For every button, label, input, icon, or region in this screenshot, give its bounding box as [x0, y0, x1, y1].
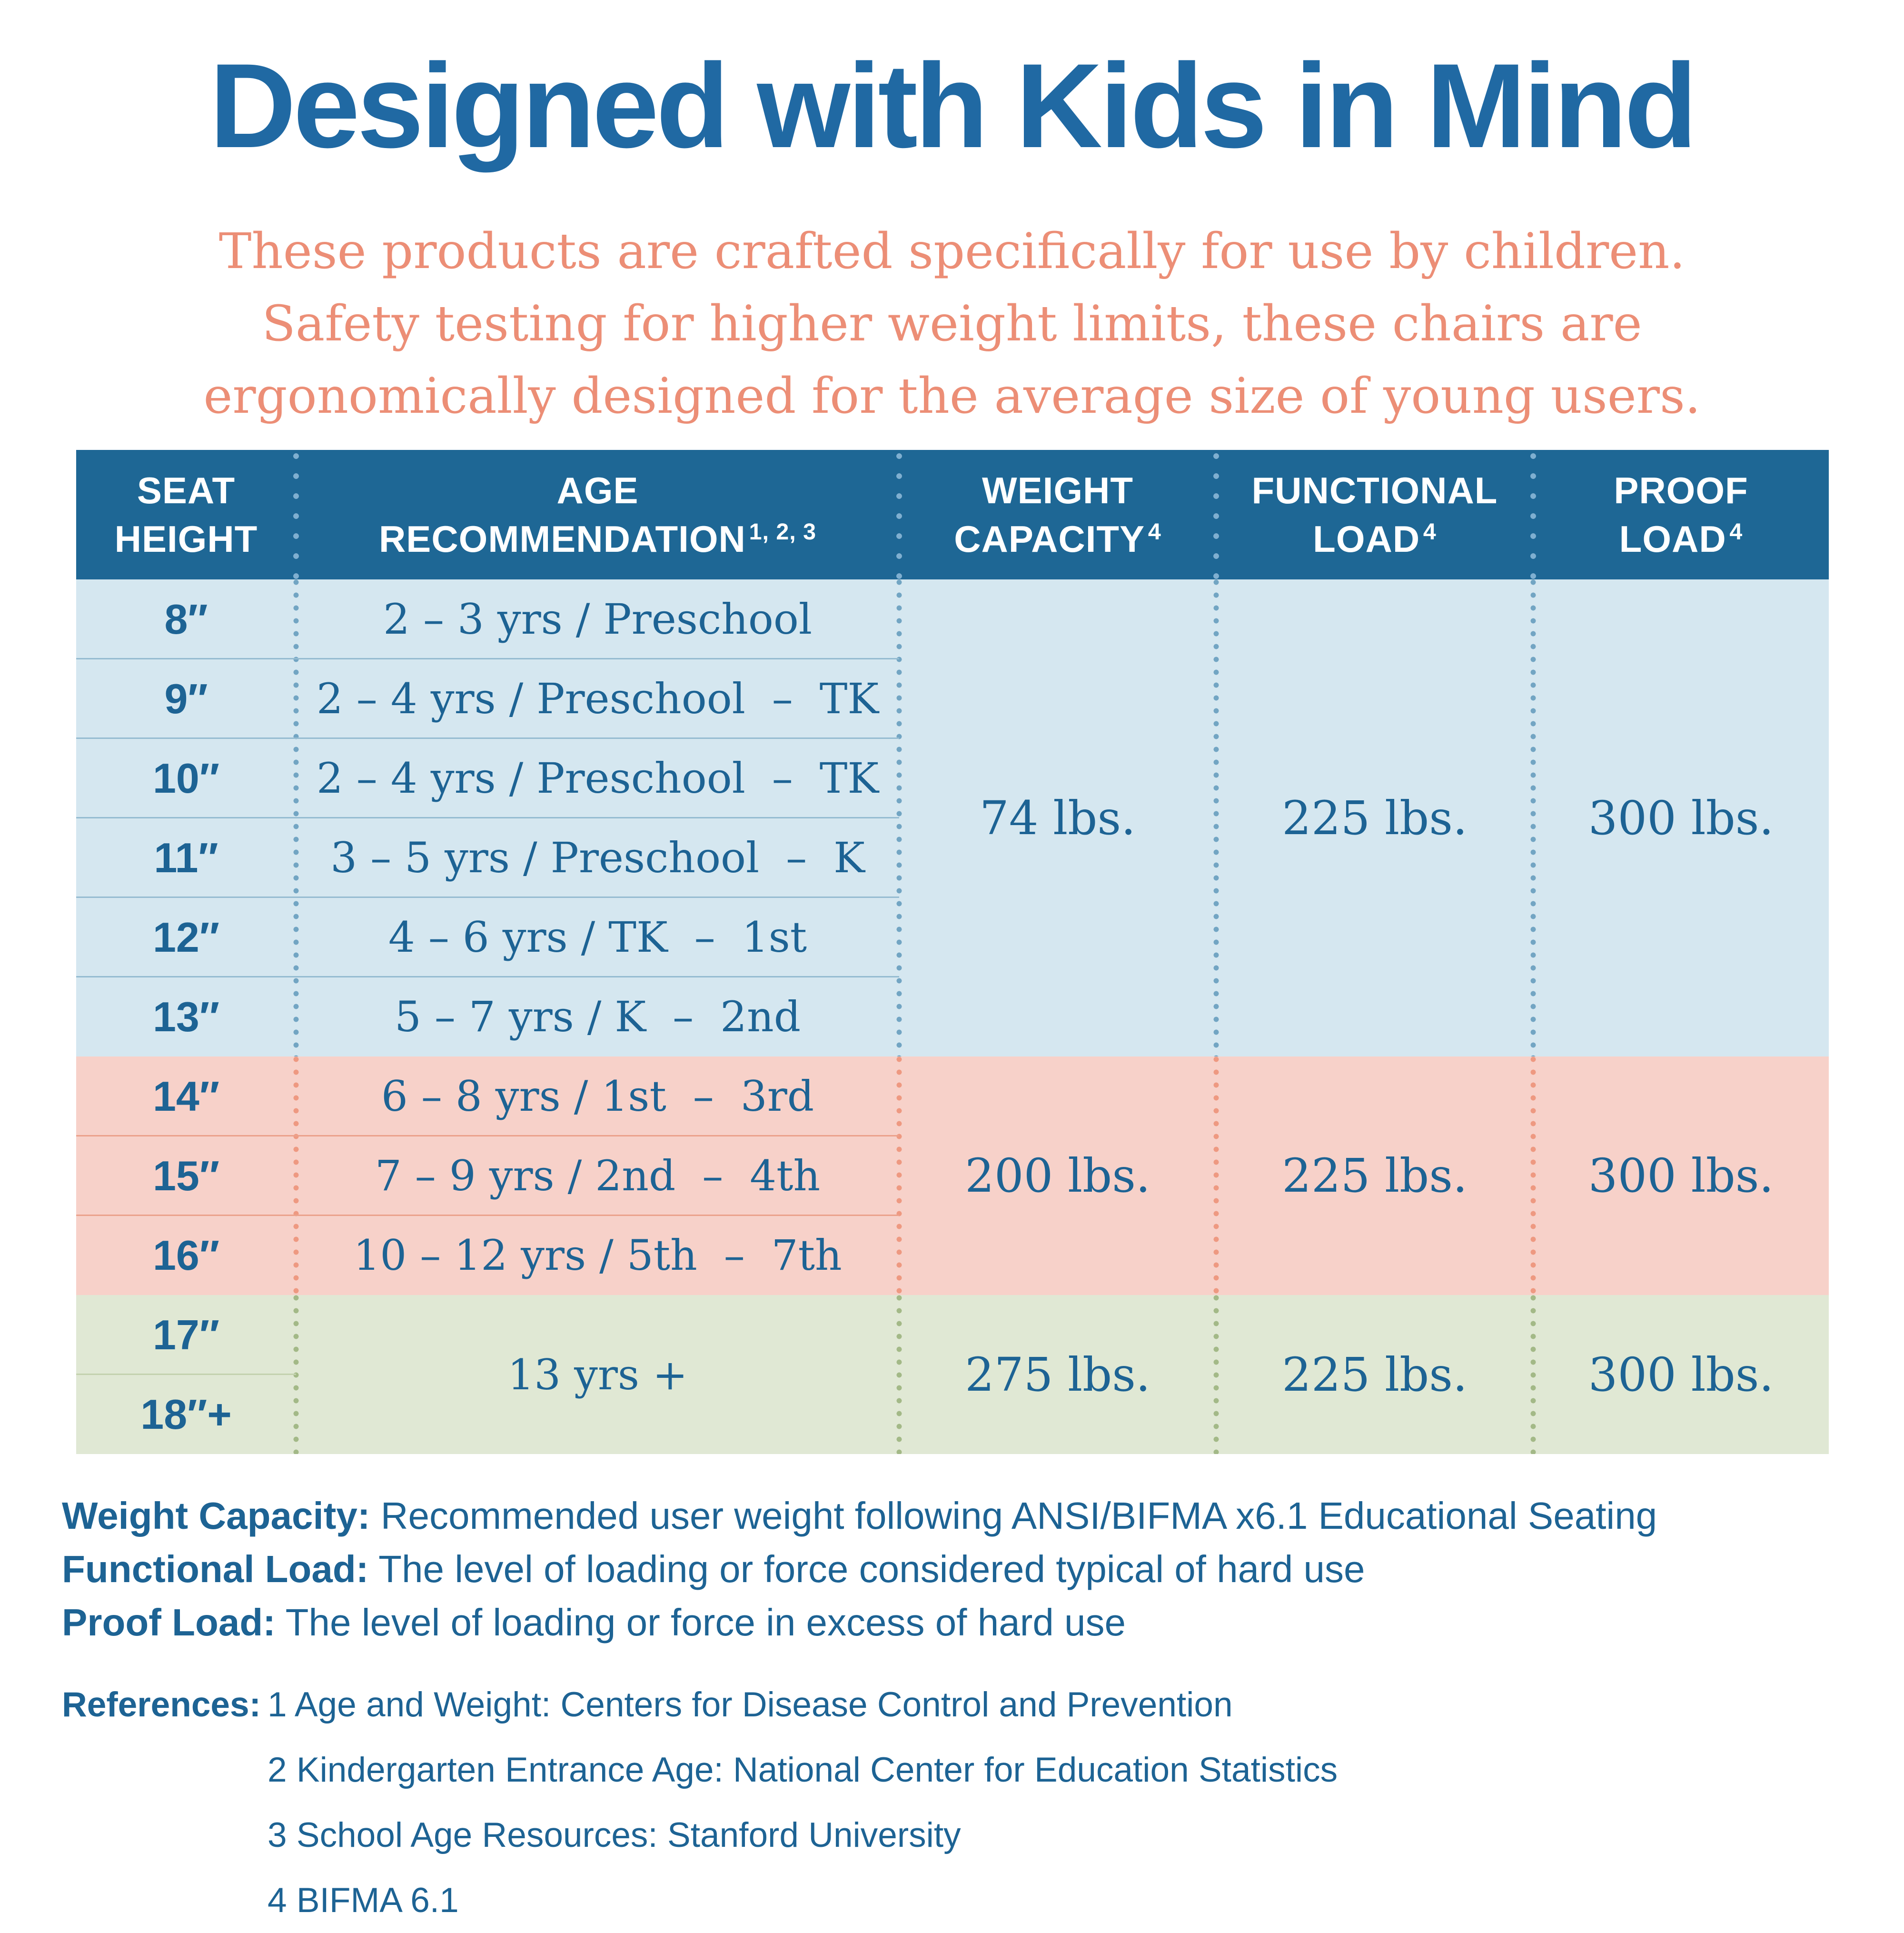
- footnote-marker: 4: [1423, 518, 1437, 545]
- seat-height-cell: 9″: [164, 675, 208, 722]
- header-line: LOAD: [1619, 518, 1726, 560]
- header-line: WEIGHT: [982, 469, 1133, 511]
- age-recommendation-cell: 2 – 3 yrs / Preschool: [383, 595, 812, 644]
- proof-load-value: 300 lbs.: [1588, 1347, 1774, 1402]
- header-cell-age-recommendation: [296, 450, 899, 579]
- references-list: [268, 1672, 1775, 1933]
- page-subtitle: [0, 215, 1904, 432]
- age-recommendation-cell: 3 – 5 yrs / Preschool – K: [330, 833, 865, 882]
- reference-item: 2 Kindergarten Entrance Age: National Center for Education Statistics: [268, 1751, 1338, 1789]
- seat-height-cell: 10″: [152, 754, 220, 802]
- weight-capacity-value: 275 lbs.: [965, 1347, 1150, 1402]
- header-line: LOAD: [1313, 518, 1420, 560]
- references-label: References:: [62, 1685, 261, 1724]
- header-line: FUNCTIONAL: [1251, 469, 1498, 511]
- references-block: [62, 1672, 1775, 1933]
- age-recommendation-cell: 6 – 8 yrs / 1st – 3rd: [381, 1072, 814, 1121]
- age-recommendation-cell-merged: 13 yrs +: [507, 1350, 688, 1399]
- header-cell-functional-load: [1216, 450, 1533, 579]
- seat-height-spec-table: [76, 450, 1829, 1454]
- weight-capacity-value: 74 lbs.: [980, 791, 1136, 845]
- footnote-marker: 4: [1729, 518, 1743, 545]
- header-line: CAPACITY: [954, 518, 1145, 560]
- age-recommendation-cell: 2 – 4 yrs / Preschool – TK: [316, 674, 879, 723]
- seat-height-cell: 18″+: [140, 1390, 232, 1438]
- age-recommendation-cell: 5 – 7 yrs / K – 2nd: [394, 992, 801, 1041]
- definition-weight-capacity: [62, 1489, 1842, 1543]
- proof-load-value: 300 lbs.: [1588, 791, 1774, 845]
- page-title: Designed with Kids in Mind: [209, 39, 1695, 173]
- seat-height-cell: 13″: [152, 993, 220, 1040]
- definitions-block: [62, 1489, 1842, 1649]
- header-line: HEIGHT: [114, 518, 258, 560]
- definition-term: Weight Capacity:: [62, 1495, 370, 1537]
- header-cell-seat-height: [76, 450, 296, 579]
- definition-term: Functional Load:: [62, 1548, 369, 1590]
- seat-height-cell: 17″: [152, 1311, 220, 1358]
- header-line: SEAT: [137, 469, 236, 511]
- proof-load-value: 300 lbs.: [1588, 1149, 1774, 1203]
- subtitle-line: These products are crafted specifically for use by children.: [218, 223, 1686, 280]
- subtitle-line: ergonomically designed for the average size of young users.: [203, 368, 1701, 425]
- age-recommendation-cell: 7 – 9 yrs / 2nd – 4th: [375, 1151, 821, 1200]
- header-cell-weight-capacity: [899, 450, 1216, 579]
- footnote-marker: 4: [1148, 518, 1161, 545]
- age-recommendation-cell: 2 – 4 yrs / Preschool – TK: [316, 754, 879, 803]
- age-recommendation-cell: 4 – 6 yrs / TK – 1st: [388, 913, 807, 962]
- reference-item: 4 BIFMA 6.1: [268, 1881, 459, 1920]
- reference-item: 3 School Age Resources: Stanford University: [268, 1816, 961, 1854]
- header-line: PROOF: [1614, 469, 1748, 511]
- seat-height-cell: 14″: [152, 1072, 220, 1120]
- subtitle-line: Safety testing for higher weight limits, these chairs are: [262, 295, 1642, 352]
- definition-text: The level of loading or force in excess of hard use: [275, 1601, 1126, 1644]
- seat-height-cell: 8″: [164, 595, 208, 643]
- functional-load-value: 225 lbs.: [1282, 1149, 1468, 1203]
- header-cell-proof-load: [1533, 450, 1829, 579]
- functional-load-value: 225 lbs.: [1282, 1347, 1468, 1402]
- reference-item: 1 Age and Weight: Centers for Disease Control and Prevention: [268, 1685, 1233, 1724]
- age-recommendation-cell: 10 – 12 yrs / 5th – 7th: [353, 1231, 842, 1280]
- header-line: AGE: [556, 469, 639, 511]
- weight-capacity-value: 200 lbs.: [965, 1149, 1150, 1203]
- seat-height-cell: 15″: [152, 1152, 220, 1199]
- definition-text: The level of loading or force considered typical of hard use: [368, 1548, 1365, 1590]
- definition-proof-load: [62, 1596, 1842, 1649]
- definition-functional-load: [62, 1543, 1842, 1596]
- seat-height-cell: 11″: [154, 834, 218, 881]
- footnote-marker: 1, 2, 3: [749, 518, 817, 545]
- header-line: RECOMMENDATION: [378, 518, 746, 560]
- definition-term: Proof Load:: [62, 1601, 276, 1644]
- functional-load-value: 225 lbs.: [1282, 791, 1468, 845]
- definition-text: Recommended user weight following ANSI/BIFMA x6.1 Educational Seating: [370, 1495, 1657, 1537]
- seat-height-cell: 12″: [152, 913, 220, 961]
- seat-height-cell: 16″: [152, 1231, 220, 1279]
